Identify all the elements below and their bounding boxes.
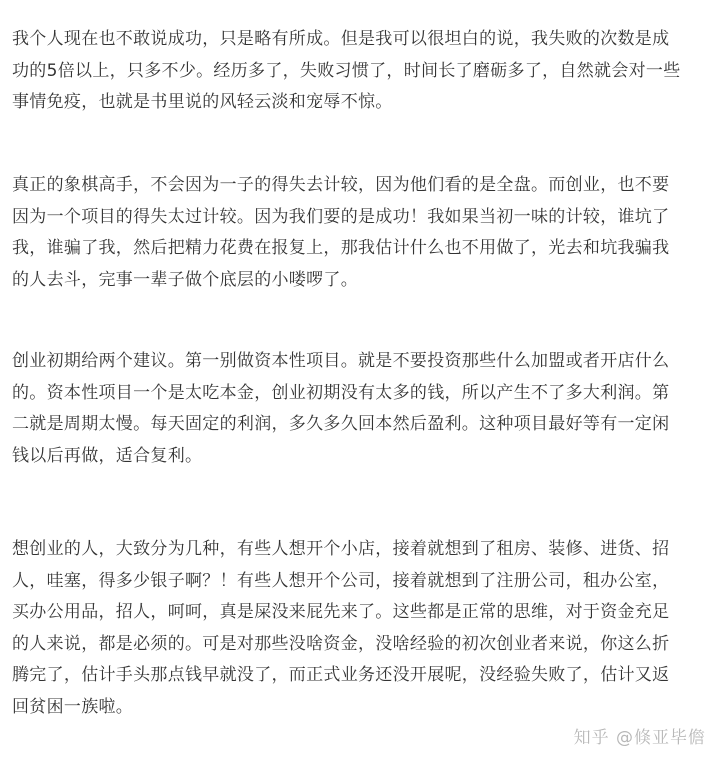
paragraph-1: 我个人现在也不敢说成功，只是略有所成。但是我可以很坦白的说，我失败的次数是成 功的5倍以上，只多不少。经历多了，失败习惯了，时间长了磨砺多了，自然就会对一些 事情免疫，也就是书里说的风轻云淡和宠辱不惊。 [12,29,681,112]
paragraph-2: 真正的象棋高手，不会因为一子的得失去计较，因为他们看的是全盘。而创业，也不要 因为一个项目的得失太过计较。因为我们要的是成功！我如果当初一味的计较，谁坑了 我，谁骗了我，然后把精力花费在报复上，那我估计什么也不用做了，光去和坑我骗我 的人去斗，完事一辈子做个底层的小喽啰了。 [12,175,670,290]
paragraph-3: 创业初期给两个建议。第一别做资本性项目。就是不要投资那些什么加盟或者开店什么 的。资本性项目一个是太吃本金，创业初期没有太多的钱，所以产生不了多大利润。第 二就是周期太慢。每天固定的利润，多久多久回本然后盈利。这种项目最好等有一定闲 钱以后再做，适合复利。 [12,351,670,466]
paragraph-4: 想创业的人，大致分为几种，有些人想开个小店，接着就想到了租房、装修、进货、招 人，哇塞，得多少银子啊？！有些人想开个公司，接着就想到了注册公司，租办公室， 买办公用品，招人，呵呵，真是屎没来屁先来了。这些都是正常的思维，对于资金充足 的人来说，都是必须的。可是对那些没啥资金，没啥经验的初次创业者来说，你这么折 腾完了，估计手头那点钱早就没了，而正式业务还没开展呢，没经验失败了，估计又返 回贫困一族啦。 [12,539,670,717]
zhihu-watermark: 知乎 @倏亚毕儋 [573,728,706,748]
